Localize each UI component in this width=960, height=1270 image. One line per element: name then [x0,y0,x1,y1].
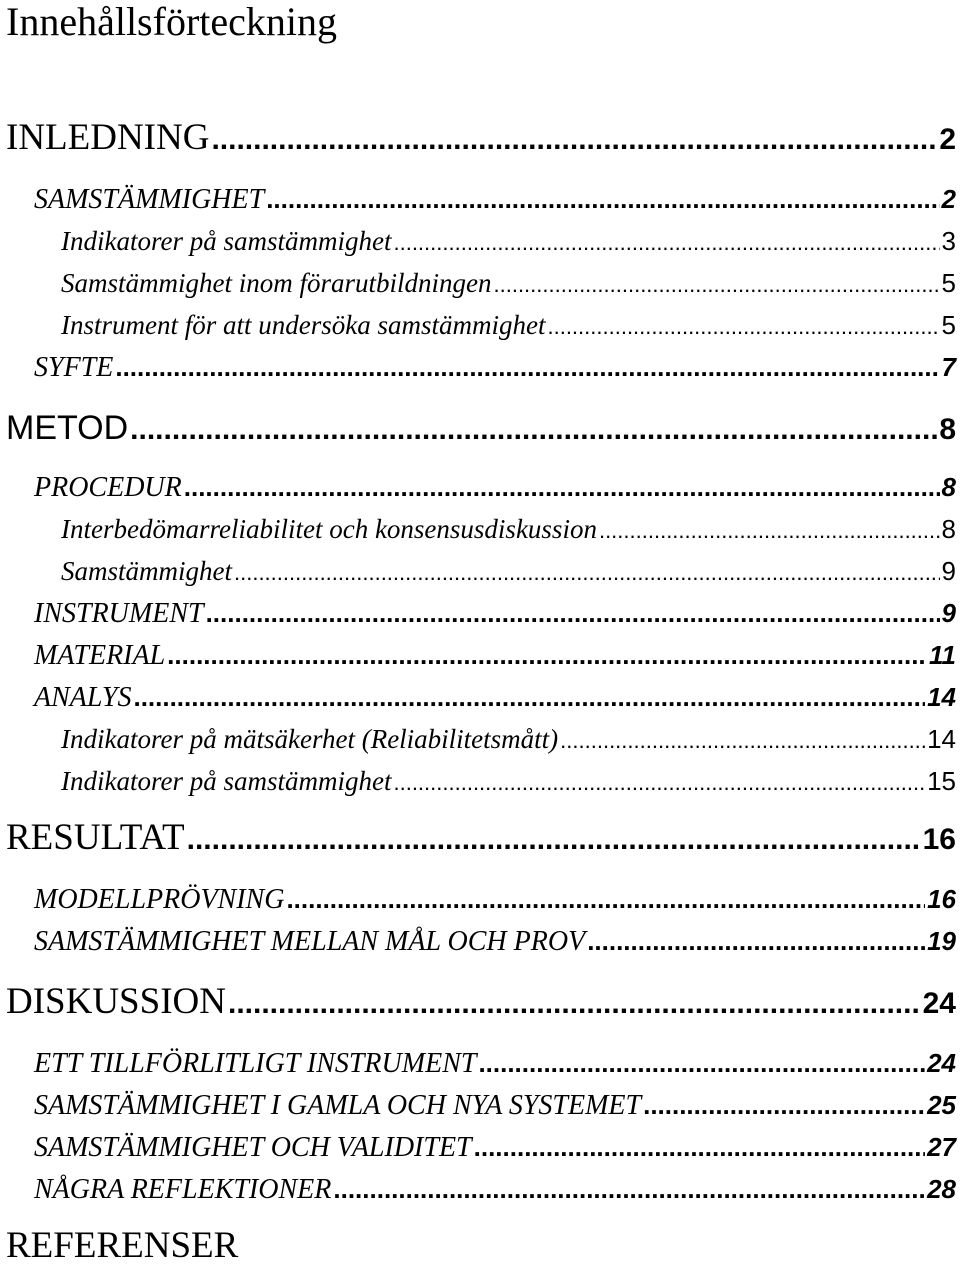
toc-page-number: 7 [941,352,956,382]
toc-page-number: 19 [927,926,956,956]
toc-page-number: 9 [941,598,956,628]
toc-entry-inledning[interactable] [0,114,960,162]
toc-dot-leader [234,552,940,594]
toc-dot-leader [187,816,921,864]
toc-page-number: 16 [922,823,956,856]
toc-page-number: 9 [941,556,956,586]
toc-entry-indikatorer-samstammighet-2[interactable] [0,760,960,802]
toc-entry-tillforlitligt-instrument[interactable] [0,1042,960,1084]
toc-entry-nagra-reflektioner[interactable] [0,1168,960,1210]
toc-entry-modellprovning[interactable] [0,878,960,920]
toc-dot-leader [643,1084,925,1126]
toc-page-number: 14 [927,724,956,754]
toc-entry-indikatorer-samstammighet[interactable] [0,220,960,262]
toc-page-number: 3 [941,226,956,256]
toc-dot-leader [393,762,925,804]
toc-entry-label: INSTRUMENT [34,598,204,629]
toc-entry-syfte[interactable] [0,346,960,388]
toc-entry-samstammighet-mal-prov[interactable] [0,920,960,962]
toc-entry-analys[interactable] [0,676,960,718]
toc-entry-label: Samstämmighet inom förarutbildningen [61,268,492,298]
toc-dot-leader [167,634,927,676]
toc-entry-samstammighet-forarutbildningen[interactable] [0,262,960,304]
toc-page-number: 24 [927,1048,956,1078]
toc-entry-label: SAMSTÄMMIGHET [34,184,265,215]
toc-dot-leader [547,306,939,348]
toc-entry-diskussion[interactable] [0,978,960,1026]
toc-dot-leader [133,676,925,718]
toc-dot-leader [130,406,937,454]
toc-page-number: 27 [927,1132,956,1162]
toc-dot-leader [474,1126,925,1168]
toc-page-number: 15 [927,766,956,796]
toc-entry-label: RESULTAT [6,817,185,858]
toc-dot-leader [266,178,939,220]
toc-dot-leader [393,222,939,264]
toc-page-number: 8 [941,514,956,544]
toc-entry-label: Instrument för att undersöka samstämmighet [61,310,546,340]
toc-entry-label: ETT TILLFÖRLITLIGT INSTRUMENT [34,1048,477,1079]
toc-entry-label: DISKUSSION [6,981,226,1022]
toc-page-number: 24 [922,987,956,1020]
toc-dot-leader [211,116,937,164]
toc-page-number: 16 [927,884,956,914]
toc-page-number: 25 [927,1090,956,1120]
toc-dot-leader [228,980,921,1028]
toc-page-number: 2 [941,184,956,214]
toc-entry-label: ANALYS [34,682,132,713]
toc-page-number: 8 [939,413,956,446]
toc-page-number: 28 [927,1174,956,1204]
toc-entry-resultat[interactable] [0,814,960,862]
toc-entry-label: Indikatorer på mätsäkerhet (Reliabilitetsmått) [61,724,559,754]
toc-entry-instrument-undersoka[interactable] [0,304,960,346]
toc-entry-label: MATERIAL [34,640,166,671]
toc-dot-leader [333,1168,925,1210]
toc-entry-label: Interbedömarreliabilitet och konsensusdiskussion [61,514,597,544]
toc-entry-label: SAMSTÄMMIGHET I GAMLA OCH NYA SYSTEMET [34,1090,642,1121]
toc-page-number: 14 [927,682,956,712]
toc-entry-label: SYFTE [34,352,114,383]
toc-entry-label: MODELLPRÖVNING [34,884,285,915]
toc-entry-label: REFERENSER [6,1225,239,1266]
toc-entry-interbedomarreliabilitet[interactable] [0,508,960,550]
toc-entry-label: INLEDNING [6,117,210,158]
toc-entry-procedur[interactable] [0,466,960,508]
toc-dot-leader [587,920,925,962]
toc-entry-gamla-nya-systemet[interactable] [0,1084,960,1126]
toc-dot-leader [560,720,925,762]
toc-entry-label: NÅGRA REFLEKTIONER [34,1174,332,1205]
toc-entry-samstammighet-validitet[interactable] [0,1126,960,1168]
toc-entry-samstammighet-sub[interactable] [0,550,960,592]
toc-entry-label: METOD [6,409,129,447]
toc-entry-instrument[interactable] [0,592,960,634]
toc-dot-leader [206,592,940,634]
toc-page-number: 2 [939,123,956,156]
toc-entry-indikatorer-matsakerhet[interactable] [0,718,960,760]
toc-entry-metod[interactable] [0,404,960,452]
toc-entry-label: Indikatorer på samstämmighet [61,226,392,256]
toc-page-number: 8 [941,472,956,502]
toc-dot-leader [599,510,940,552]
toc-page-number: 5 [941,310,956,340]
toc-dot-leader [286,878,925,920]
toc-entry-label: SAMSTÄMMIGHET OCH VALIDITET [34,1132,472,1163]
toc-dot-leader [478,1042,925,1084]
toc-dot-leader [184,466,940,508]
toc-entry-label: Indikatorer på samstämmighet [61,766,392,796]
toc-page-number: 5 [941,268,956,298]
toc-dot-leader [115,346,939,388]
toc-entry-material[interactable] [0,634,960,676]
toc-entry-label: PROCEDUR [34,472,182,503]
toc-page-number: 11 [929,640,956,670]
toc-entry-label: SAMSTÄMMIGHET MELLAN MÅL OCH PROV [34,926,586,957]
page-title: Innehållsförteckning [6,0,337,44]
toc-dot-leader [494,264,940,306]
toc-entry-referenser[interactable] [0,1222,960,1270]
toc-entry-label: Samstämmighet [61,556,232,586]
toc-entry-samstammighet[interactable] [0,178,960,220]
